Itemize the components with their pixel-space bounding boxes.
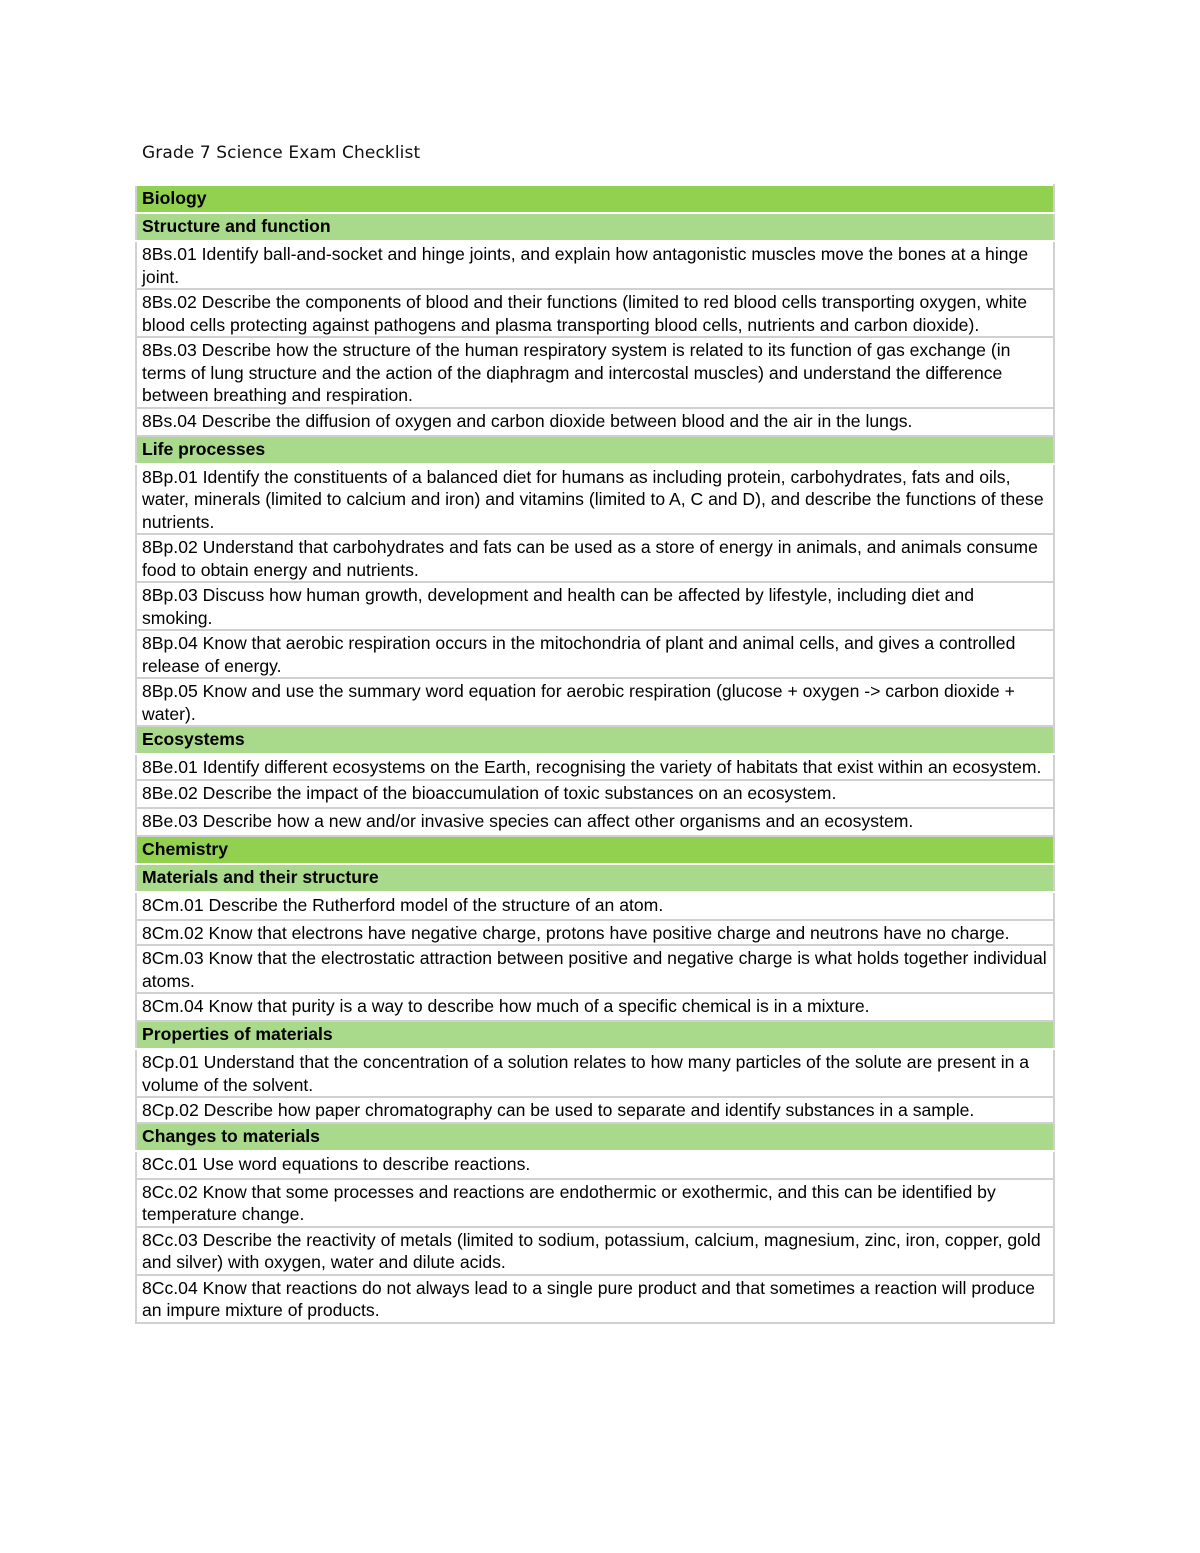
checklist-item-row <box>136 1275 1054 1323</box>
checklist-item-cell: 8Be.03 Describe how a new and/or invasive species can affect other organisms and an ecosystem. <box>136 808 1054 836</box>
checklist-item-row <box>136 780 1054 808</box>
topic-header-row <box>136 726 1054 754</box>
checklist-item-row <box>136 464 1054 535</box>
checklist-item-row <box>136 337 1054 408</box>
subject-header-cell: Biology <box>136 185 1054 213</box>
checklist-item-cell: 8Cc.03 Describe the reactivity of metals (limited to sodium, potassium, calcium, magnesium, zinc, iron, copper, gold and silver) with oxygen, water and dilute acids. <box>136 1227 1054 1275</box>
checklist-item-cell: 8Cp.02 Describe how paper chromatography can be used to separate and identify substances in a sample. <box>136 1097 1054 1123</box>
checklist-item-cell: 8Be.02 Describe the impact of the bioaccumulation of toxic substances on an ecosystem. <box>136 780 1054 808</box>
checklist-item-cell: 8Bp.02 Understand that carbohydrates and fats can be used as a store of energy in animals, and animals consume food to obtain energy and nutrients. <box>136 534 1054 582</box>
checklist-item-cell: 8Bp.04 Know that aerobic respiration occurs in the mitochondria of plant and animal cells, and gives a controlled release of energy. <box>136 630 1054 678</box>
checklist-item-cell: 8Bp.03 Discuss how human growth, development and health can be affected by lifestyle, including diet and smoking. <box>136 582 1054 630</box>
checklist-item-cell: 8Cc.02 Know that some processes and reactions are endothermic or exothermic, and this can be identified by temperature change. <box>136 1179 1054 1227</box>
checklist-item-cell: 8Bp.01 Identify the constituents of a balanced diet for humans as including protein, carbohydrates, fats and oils, water, minerals (limited to calcium and iron) and vitamins (limited to A, C and D), and describe the functions of these nutrients. <box>136 464 1054 535</box>
checklist-item-row <box>136 1179 1054 1227</box>
checklist-item-cell: 8Cm.03 Know that the electrostatic attraction between positive and negative charge is what holds together individual atoms. <box>136 945 1054 993</box>
checklist-item-cell: 8Bs.04 Describe the diffusion of oxygen and carbon dioxide between blood and the air in the lungs. <box>136 408 1054 436</box>
topic-header-cell: Structure and function <box>136 213 1054 241</box>
checklist-item-cell: 8Bs.03 Describe how the structure of the human respiratory system is related to its function of gas exchange (in terms of lung structure and the action of the diaphragm and intercostal muscles) and understand the difference between breathing and respiration. <box>136 337 1054 408</box>
checklist-table <box>135 184 1055 1324</box>
topic-header-cell: Materials and their structure <box>136 864 1054 892</box>
checklist-item-row <box>136 1049 1054 1097</box>
subject-header-row <box>136 836 1054 864</box>
checklist-item-cell: 8Cm.01 Describe the Rutherford model of the structure of an atom. <box>136 892 1054 920</box>
subject-header-row <box>136 185 1054 213</box>
checklist-item-cell: 8Cc.04 Know that reactions do not always lead to a single pure product and that sometimes a reaction will produce an impure mixture of products. <box>136 1275 1054 1323</box>
checklist-item-cell: 8Be.01 Identify different ecosystems on the Earth, recognising the variety of habitats that exist within an ecosystem. <box>136 754 1054 780</box>
checklist-item-row <box>136 920 1054 946</box>
topic-header-row <box>136 436 1054 464</box>
checklist-item-row <box>136 808 1054 836</box>
checklist-item-cell: 8Bp.05 Know and use the summary word equation for aerobic respiration (glucose + oxygen -> carbon dioxide + water). <box>136 678 1054 726</box>
checklist-item-row <box>136 289 1054 337</box>
topic-header-cell: Life processes <box>136 436 1054 464</box>
checklist-item-row <box>136 1227 1054 1275</box>
checklist-item-row <box>136 892 1054 920</box>
checklist-item-cell: 8Cm.04 Know that purity is a way to describe how much of a specific chemical is in a mixture. <box>136 993 1054 1021</box>
topic-header-row <box>136 864 1054 892</box>
checklist-item-row <box>136 582 1054 630</box>
topic-header-cell: Properties of materials <box>136 1021 1054 1049</box>
checklist-item-cell: 8Bs.02 Describe the components of blood and their functions (limited to red blood cells transporting oxygen, white blood cells protecting against pathogens and plasma transporting blood cells, nutrients and carbon dioxide). <box>136 289 1054 337</box>
topic-header-row <box>136 1123 1054 1151</box>
topic-header-row <box>136 1021 1054 1049</box>
checklist-item-row <box>136 678 1054 726</box>
document-title: Grade 7 Science Exam Checklist <box>142 143 421 163</box>
checklist-item-cell: 8Cp.01 Understand that the concentration of a solution relates to how many particles of the solute are present in a volume of the solvent. <box>136 1049 1054 1097</box>
topic-header-cell: Changes to materials <box>136 1123 1054 1151</box>
checklist-item-row <box>136 630 1054 678</box>
checklist-item-row <box>136 945 1054 993</box>
checklist-item-row <box>136 993 1054 1021</box>
checklist-item-row <box>136 534 1054 582</box>
topic-header-row <box>136 213 1054 241</box>
checklist-item-cell: 8Cm.02 Know that electrons have negative charge, protons have positive charge and neutrons have no charge. <box>136 920 1054 946</box>
subject-header-cell: Chemistry <box>136 836 1054 864</box>
topic-header-cell: Ecosystems <box>136 726 1054 754</box>
checklist-item-row <box>136 1151 1054 1179</box>
checklist-item-row <box>136 408 1054 436</box>
checklist-item-row <box>136 754 1054 780</box>
checklist-item-cell: 8Bs.01 Identify ball-and-socket and hinge joints, and explain how antagonistic muscles move the bones at a hinge joint. <box>136 241 1054 289</box>
checklist-body <box>136 185 1054 1323</box>
checklist-item-row <box>136 241 1054 289</box>
checklist-item-cell: 8Cc.01 Use word equations to describe reactions. <box>136 1151 1054 1179</box>
checklist-item-row <box>136 1097 1054 1123</box>
